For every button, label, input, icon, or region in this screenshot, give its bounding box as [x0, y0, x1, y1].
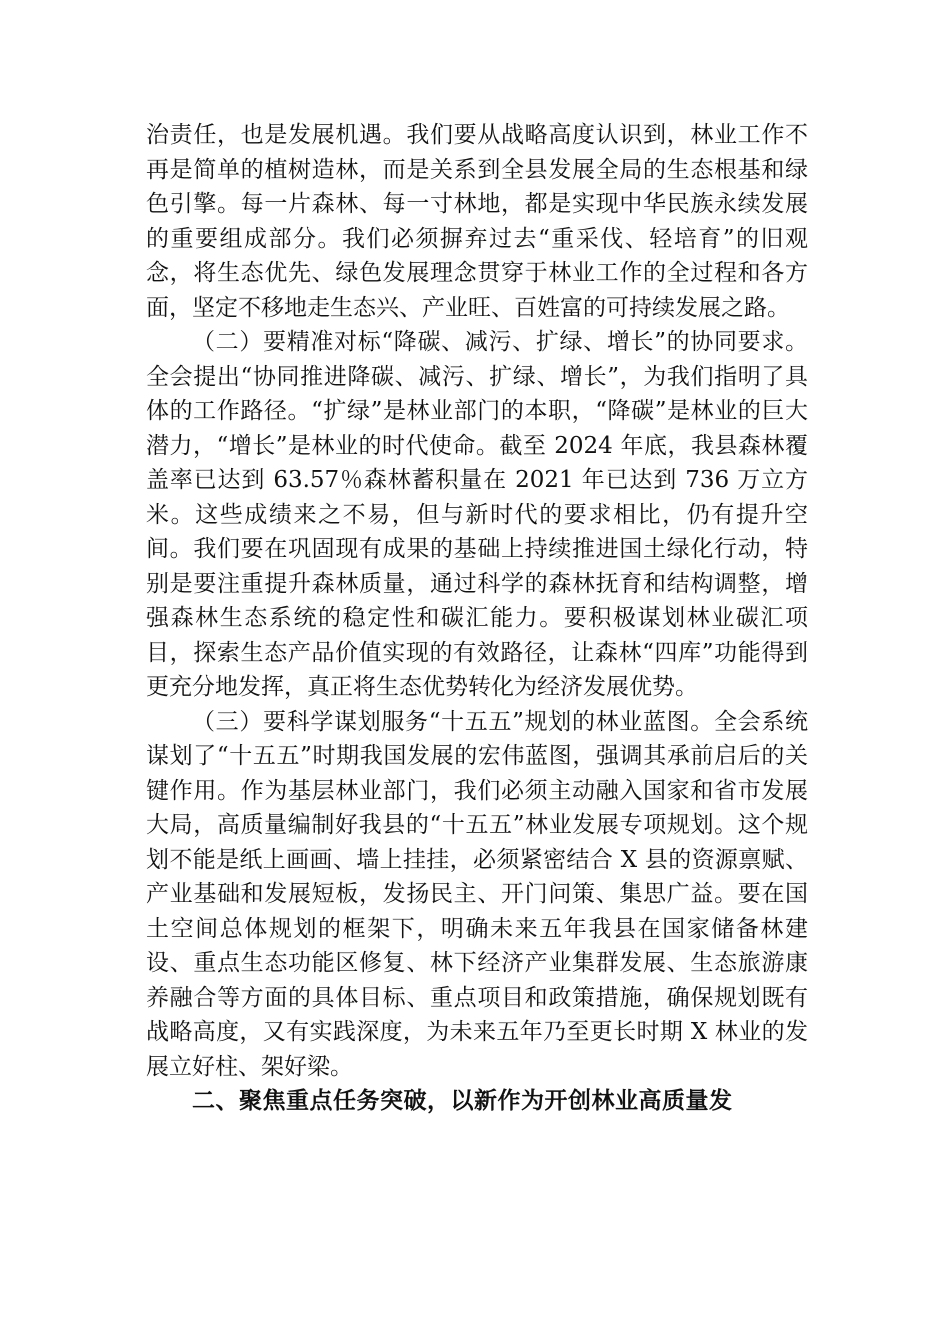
paragraph-continuation: 治责任，也是发展机遇。我们要从战略高度认识到，林业工作不再是简单的植树造林，而是关系到全县发展全局的生态根基和绿色引擎。每一片森林、每一寸林地，都是实现中华民族永续发展的重要组成部分。我们必须摒弃过去“重采伐、轻培育”的旧观念，将生态优先、绿色发展理念贯穿于林业工作的全过程和各方面，坚定不移地走生态兴、产业旺、百姓富的可持续发展之路。	[146, 122, 808, 321]
section-heading: 二、聚焦重点任务突破，以新作为开创林业高质量发	[192, 1088, 733, 1114]
paragraph-section-three: （三）要科学谋划服务“十五五”规划的林业蓝图。全会系统谋划了“十五五”时期我国发展的宏伟蓝图，强调其承前启后的关键作用。作为基层林业部门，我们必须主动融入国家和省市发展大局，高质量编制好我县的“十五五”林业发展专项规划。这个规划不能是纸上画画、墙上挂挂，必须紧密结合 X 县的资源禀赋、产业基础和发展短板，发扬民主、开门问策、集思广益。要在国土空间总体规划的框架下，明确未来五年我县在国家储备林建设、重点生态功能区修复、林下经济产业集群发展、生态旅游康养融合等方面的具体目标、重点项目和政策措施，确保规划既有战略高度，又有实践深度，为未来五年乃至更长时期 X 林业的发展立好柱、架好梁。	[146, 708, 808, 1080]
body-text	[146, 118, 808, 1119]
paragraph-section-two: （二）要精准对标“降碳、减污、扩绿、增长”的协同要求。全会提出“协同推进降碳、减污、扩绿、增长”，为我们指明了具体的工作路径。“扩绿”是林业部门的本职，“降碳”是林业的巨大潜力，“增长”是林业的时代使命。截至 2024 年底，我县森林覆盖率已达到 63.57％森林蓄积量在 2021 年已达到 736 万立方米。这些成绩来之不易，但与新时代的要求相比，仍有提升空间。我们要在巩固现有成果的基础上持续推进国土绿化行动，特别是要注重提升森林质量，通过科学的森林抚育和结构调整，增强森林生态系统的稳定性和碳汇能力。要积极谋划林业碳汇项目，探索生态产品价值实现的有效路径，让森林“四库”功能得到更充分地发挥，真正将生态优势转化为经济发展优势。	[146, 329, 808, 700]
